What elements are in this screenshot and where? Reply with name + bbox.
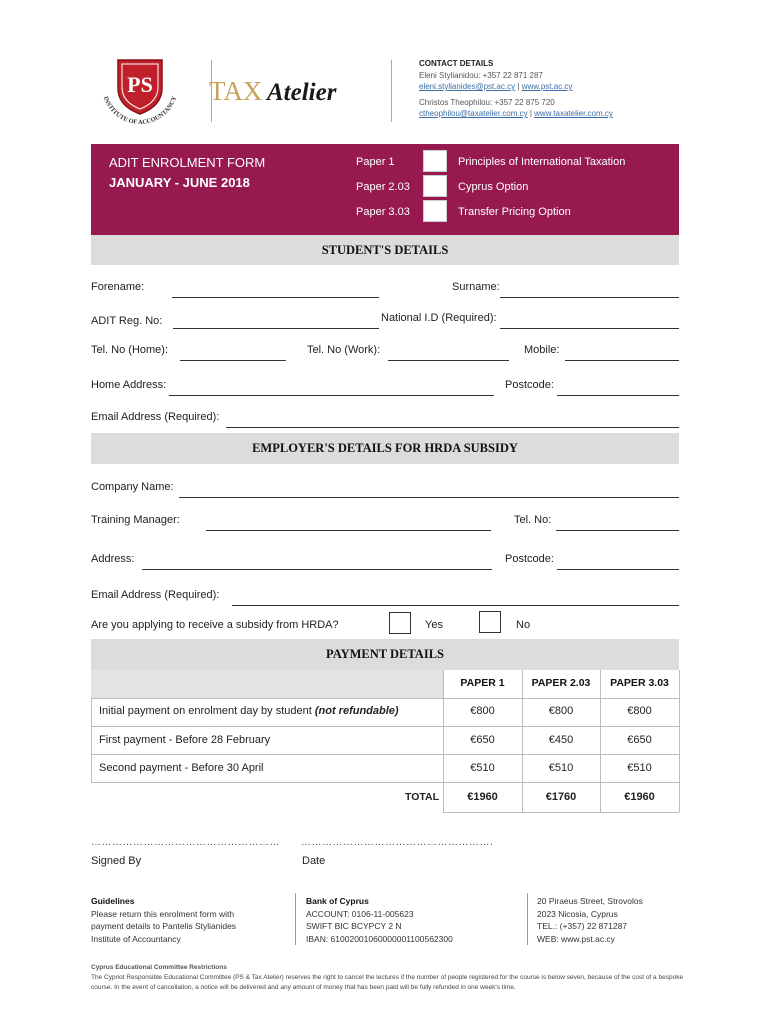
paper-1-desc: Principles of International Taxation: [458, 156, 626, 168]
address-line4: WEB: www.pst.ac.cy: [537, 933, 615, 944]
payment-row-second: Second payment - Before 30 April: [99, 762, 264, 774]
payment-row-initial-note: (not refundable): [314, 705, 399, 717]
company-field[interactable]: [179, 497, 679, 498]
subsidy-no-checkbox[interactable]: [479, 611, 501, 633]
bank-block: [306, 895, 516, 945]
signature-dots[interactable]: ………………………………………………: [91, 837, 280, 848]
paper-203-checkbox[interactable]: [423, 175, 447, 197]
table-hline-4: [91, 782, 679, 783]
total-p303: €1960: [624, 791, 655, 803]
mobile-label: Mobile:: [524, 344, 560, 356]
address-line1: 20 Piraeus Street, Strovolos: [537, 896, 643, 906]
tel-work-label: Tel. No (Work):: [307, 344, 381, 356]
employer-address-label: Address:: [91, 553, 135, 565]
cell-initial-p203: €800: [548, 705, 574, 717]
tax-logo-b: Atelier: [267, 79, 337, 106]
tax-atelier-logo: [205, 72, 375, 108]
payment-header-shade: [91, 670, 443, 698]
total-p1: €1960: [467, 791, 498, 803]
restrictions-title: Cyprus Educational Committee Restrictions: [91, 964, 227, 971]
paper-1-checkbox[interactable]: [423, 150, 447, 172]
restrictions-block: [91, 963, 691, 993]
adit-reg-field[interactable]: [173, 328, 379, 329]
footer-divider-2: [527, 893, 528, 945]
cell-initial-p1: €800: [470, 705, 495, 717]
manager-label: Training Manager:: [91, 514, 180, 526]
address-line2: 2023 Nicosia, Cyprus: [537, 908, 618, 919]
contact-line3: Christos Theophilou: +357 22 875 720: [419, 97, 555, 107]
paper-303-desc: Transfer Pricing Option: [458, 206, 571, 218]
paper-303-label: Paper 3.03: [356, 206, 410, 218]
date-label: Date: [302, 855, 326, 867]
address-block: [537, 895, 687, 945]
contact-title: CONTACT DETAILS: [419, 59, 494, 68]
guidelines-line1: Please return this enrolment form with: [91, 908, 235, 919]
cell-second-p1: €510: [470, 762, 495, 774]
manager-field[interactable]: [206, 530, 491, 531]
date-dots[interactable]: ……………………………………………….: [301, 837, 494, 848]
cell-first-p203: €450: [548, 734, 574, 746]
payment-row-first: First payment - Before 28 February: [99, 734, 271, 746]
cell-second-p303: €510: [627, 762, 652, 774]
table-vline-0: [91, 698, 92, 782]
student-email-label: Email Address (Required):: [91, 411, 220, 423]
payment-section-title: PAYMENT DETAILS: [326, 647, 444, 661]
email-link-christos[interactable]: ctheophilou@taxatelier.com.cy: [419, 109, 528, 118]
cell-first-p303: €650: [627, 734, 652, 746]
subsidy-yes-checkbox[interactable]: [389, 612, 411, 634]
email-link-eleni[interactable]: eleni.stylianides@pst.ac.cy: [419, 82, 516, 91]
table-vline-4: [679, 670, 680, 812]
guidelines-line2: payment details to Pantelis Stylianides: [91, 921, 237, 931]
subsidy-yes-label: Yes: [425, 619, 443, 631]
employer-tel-field[interactable]: [556, 530, 679, 531]
web-link-taxatelier[interactable]: www.taxatelier.com.cy: [534, 109, 613, 118]
footer-divider-1: [295, 893, 296, 945]
tel-home-label: Tel. No (Home):: [91, 344, 169, 356]
tax-logo-a: TAX: [209, 76, 263, 106]
adit-reg-label: ADIT Reg. No:: [91, 315, 163, 327]
table-hline-3: [91, 754, 679, 755]
payment-row-initial-desc: Initial payment on enrolment day by student: [99, 705, 315, 717]
ps-logo-ring: INSTITUTE OF ACCOUNTANCY: [101, 95, 179, 126]
subsidy-no-label: No: [516, 619, 531, 631]
payment-row-initial: [99, 705, 399, 717]
surname-label: Surname:: [452, 281, 500, 293]
student-postcode-field[interactable]: [557, 395, 679, 396]
home-address-field[interactable]: [169, 395, 494, 396]
bank-line3: IBAN: 61002001060000001100562300: [306, 933, 453, 944]
cell-initial-p303: €800: [627, 705, 652, 717]
col-header-paper-203: PAPER 2.03: [531, 677, 591, 689]
bank-title: Bank of Cyprus: [306, 896, 369, 906]
total-p203: €1760: [545, 791, 577, 803]
col-header-paper-1: PAPER 1: [460, 677, 505, 689]
ps-logo: [92, 56, 188, 126]
tel-work-field[interactable]: [388, 360, 509, 361]
guidelines-block: [91, 895, 281, 945]
table-hline-1: [91, 698, 679, 699]
bank-line1: ACCOUNT: 0106-11-005623: [306, 908, 414, 919]
contact-line1: Eleni Stylianidou: +357 22 871 287: [419, 70, 543, 80]
paper-203-label: Paper 2.03: [356, 181, 410, 193]
table-hline-2: [91, 726, 679, 727]
restrictions-text: The Cypriot Responsible Educational Committee (PS & Tax Atelier) reserves the right to cancel the lectures if the number of people registered for the course is below seven, because of the cost of a bespoke course. In the event of cancellation, a notice will be delivered and any amount of money that has been paid will be fully refunded in one week's time.: [91, 974, 684, 991]
student-email-field[interactable]: [226, 427, 679, 428]
employer-postcode-label: Postcode:: [505, 553, 554, 565]
subsidy-question: Are you applying to receive a subsidy from HRDA?: [91, 619, 339, 631]
employer-address-field[interactable]: [142, 569, 492, 570]
student-section-title: STUDENT'S DETAILS: [321, 243, 449, 257]
national-id-field[interactable]: [500, 328, 679, 329]
employer-email-label: Email Address (Required):: [91, 589, 220, 601]
student-postcode-label: Postcode:: [505, 379, 554, 391]
table-hline-5: [443, 812, 679, 813]
guidelines-title: Guidelines: [91, 896, 135, 906]
employer-section-title: EMPLOYER'S DETAILS FOR HRDA SUBSIDY: [252, 441, 518, 455]
ps-logo-text: PS: [127, 72, 153, 97]
form-period: JANUARY - JUNE 2018: [109, 175, 250, 190]
contact-sep-2: |: [527, 109, 535, 118]
col-header-paper-303: PAPER 3.03: [610, 677, 669, 689]
forename-label: Forename:: [91, 281, 145, 293]
address-line3: TEL.: (+357) 22 871287: [537, 921, 628, 931]
contact-details: [419, 58, 613, 120]
national-id-label: National I.D (Required):: [381, 312, 497, 324]
bank-line2: SWIFT BIC BCYPCY 2 N: [306, 921, 402, 931]
tel-home-field[interactable]: [180, 360, 286, 361]
cell-first-p1: €650: [470, 734, 495, 746]
web-link-pst[interactable]: www.pst.ac.cy: [521, 82, 573, 91]
forename-field[interactable]: [172, 297, 379, 298]
paper-203-desc: Cyprus Option: [458, 181, 529, 193]
contact-divider: [391, 60, 392, 122]
paper-1-label: Paper 1: [356, 156, 395, 168]
signed-by-label: Signed By: [91, 855, 142, 867]
employer-email-field[interactable]: [232, 605, 679, 606]
form-title: ADIT ENROLMENT FORM: [109, 155, 266, 170]
employer-tel-label: Tel. No:: [514, 514, 552, 526]
total-label: TOTAL: [405, 791, 440, 803]
paper-303-checkbox[interactable]: [423, 200, 447, 222]
cell-second-p203: €510: [548, 762, 574, 774]
home-address-label: Home Address:: [91, 379, 167, 391]
guidelines-line3: Institute of Accountancy: [91, 933, 181, 944]
surname-field[interactable]: [500, 297, 679, 298]
contact-sep-1: |: [515, 82, 522, 91]
employer-postcode-field[interactable]: [557, 569, 679, 570]
mobile-field[interactable]: [565, 360, 679, 361]
company-label: Company Name:: [91, 481, 174, 493]
